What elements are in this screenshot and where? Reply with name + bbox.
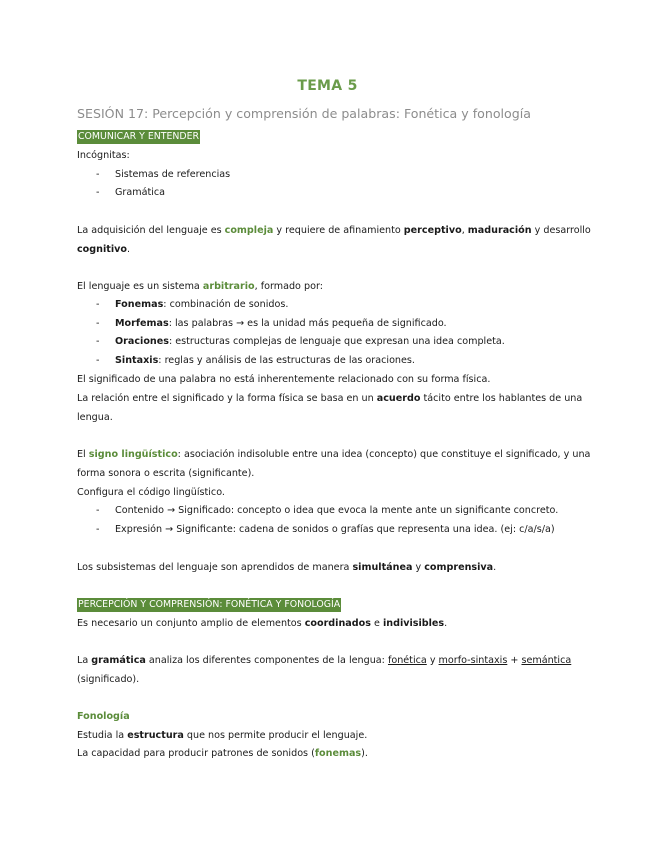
bullet-dash: -: [96, 524, 100, 535]
subsistemas-line: Los subsistemas del lenguaje son aprendidos de manera simultánea y comprensiva.: [77, 562, 497, 573]
fonologia-line-1: Estudia la estructura que nos permite producir el lenguaje.: [77, 730, 368, 741]
conjunto-line: Es necesario un conjunto amplio de elementos coordinados e indivisibles.: [77, 618, 448, 629]
section-heading-comunicar: [77, 130, 200, 143]
section-highlight: COMUNICAR Y ENTENDER: [78, 131, 200, 142]
section-heading-percepcion: [77, 598, 341, 611]
bullet-dash: -: [96, 187, 100, 198]
paragraph-line: lengua.: [77, 412, 113, 423]
signo-line-1: El signo lingüístico: asociación indisoluble entre una idea (concepto) que constituye el significado, y una: [77, 449, 591, 460]
paragraph-line: El significado de una palabra no está inherentemente relacionado con su forma física.: [77, 374, 491, 385]
gramatica-line-2: (significado).: [77, 674, 140, 685]
fonologia-heading: Fonología: [77, 711, 130, 722]
section-highlight: PERCEPCIÓN Y COMPRENSIÓN: FONÉTICA Y FONOLOGÍA: [78, 599, 341, 610]
fonologia-line-2: La capacidad para producir patrones de sonidos (fonemas).: [77, 748, 368, 759]
page-title: TEMA 5: [297, 78, 358, 94]
session-subtitle: SESIÓN 17: Percepción y comprensión de palabras: Fonética y fonología: [77, 106, 531, 121]
bullet-dash: -: [96, 355, 100, 366]
list-item: Fonemas: combinación de sonidos.: [115, 299, 289, 310]
signo-line-2: forma sonora o escrita (significante).: [77, 468, 255, 479]
bullet-dash: -: [96, 318, 100, 329]
adquisicion-line-2: cognitivo.: [77, 244, 131, 255]
bullet-dash: -: [96, 505, 100, 516]
list-item: Sistemas de referencias: [115, 169, 231, 180]
list-item: Morfemas: las palabras → es la unidad más pequeña de significado.: [115, 318, 447, 329]
bullet-dash: -: [96, 336, 100, 347]
list-item: Gramática: [115, 187, 166, 198]
list-item: Expresión → Significante: cadena de sonidos o grafías que representa una idea. (ej: c/a/s/a): [115, 524, 555, 535]
arbitrario-line: El lenguaje es un sistema arbitrario, formado por:: [77, 281, 323, 292]
signo-line-3: Configura el código lingüístico.: [77, 487, 225, 498]
bullet-dash: -: [96, 299, 100, 310]
bullet-dash: -: [96, 169, 100, 180]
list-item: Contenido → Significado: concepto o idea que evoca la mente ante un significante concreto.: [115, 505, 559, 516]
incognitas-label: Incógnitas:: [77, 150, 130, 161]
paragraph-line: La relación entre el significado y la forma física se basa en un acuerdo tácito entre los hablantes de una: [77, 393, 583, 404]
list-item: Sintaxis: reglas y análisis de las estructuras de las oraciones.: [115, 355, 415, 366]
adquisicion-line-1: La adquisición del lenguaje es compleja y requiere de afinamiento perceptivo, maduración y desarrollo: [77, 225, 591, 236]
list-item: Oraciones: estructuras complejas de lenguaje que expresan una idea completa.: [115, 336, 505, 347]
gramatica-line-1: La gramática analiza los diferentes componentes de la lengua: fonética y morfo-sintaxis + semántica: [77, 655, 572, 666]
